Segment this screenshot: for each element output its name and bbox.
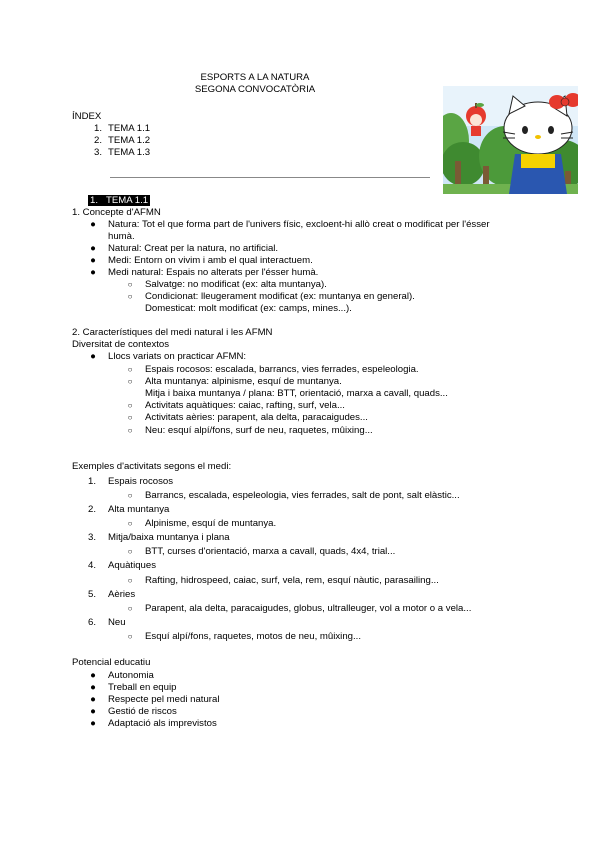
potential-item: Respecte pel medi natural <box>108 694 220 705</box>
hello-kitty-illustration <box>443 86 578 194</box>
example-number: 5. <box>87 589 96 600</box>
example-detail: Rafting, hidrospeed, caiac, surf, vela, rem, esquí nàutic, parasailing... <box>145 575 439 586</box>
bullet: ● <box>90 694 96 705</box>
index-item: TEMA 1.3 <box>108 147 151 158</box>
characteristics-subitem: Alta muntanya: alpinisme, esquí de muntanya. <box>145 376 342 387</box>
potential-item: Treball en equip <box>108 682 177 693</box>
divider <box>110 177 430 178</box>
example-label: Espais rocosos <box>108 476 174 487</box>
index-number: 2. <box>93 135 102 146</box>
example-number: 4. <box>87 560 96 571</box>
sub-bullet: ○ <box>127 547 133 556</box>
concept-subitem-cont: Domesticat: molt modificat (ex: camps, mines...). <box>145 303 352 314</box>
bullet: ● <box>90 351 96 362</box>
example-label: Alta muntanya <box>108 504 170 515</box>
example-label: Aèries <box>108 589 136 600</box>
bullet: ● <box>90 267 96 278</box>
potential-item: Autonomia <box>108 670 154 681</box>
example-detail: Alpinisme, esquí de muntanya. <box>145 518 277 529</box>
concept-subitem: Condicionat: lleugerament modificat (ex: muntanya en general). <box>145 291 415 302</box>
document-title: ESPORTS A LA NATURA <box>200 72 310 83</box>
illustration-svg <box>443 86 578 194</box>
document-subtitle: SEGONA CONVOCATÒRIA <box>194 84 316 95</box>
sub-bullet: ○ <box>127 401 133 410</box>
characteristics-bullet: Llocs variats on practicar AFMN: <box>108 351 247 362</box>
concept-item-cont: humà. <box>108 231 135 242</box>
sub-bullet: ○ <box>127 632 133 641</box>
bullet: ● <box>90 718 96 729</box>
potential-item: Adaptació als imprevistos <box>108 718 217 729</box>
concept-item: Medi natural: Espais no alterats per l'ésser humà. <box>108 267 319 278</box>
concept-item: Medi: Entorn on vivim i amb el qual interactuem. <box>108 255 313 266</box>
example-detail: Parapent, ala delta, paracaigudes, globus, ultralleuger, vol a motor o a vela... <box>145 603 472 614</box>
section-heading-text <box>88 195 150 206</box>
potential-heading: Potencial educatiu <box>72 657 151 668</box>
sub-bullet: ○ <box>127 604 133 613</box>
bullet: ● <box>90 255 96 266</box>
concept-heading: 1. Concepte d'AFMN <box>72 207 161 218</box>
section-number: 1. <box>90 195 99 206</box>
sub-bullet: ○ <box>127 365 133 374</box>
example-number: 1. <box>87 476 96 487</box>
example-detail: Barrancs, escalada, espeleologia, vies ferrades, salt de pont, salt elàstic... <box>145 490 460 501</box>
sub-bullet: ○ <box>127 519 133 528</box>
sub-bullet: ○ <box>127 377 133 386</box>
example-detail: BTT, curses d'orientació, marxa a cavall, quads, 4x4, trial... <box>145 546 396 557</box>
example-number: 3. <box>87 532 96 543</box>
characteristics-subitem-cont: Mitja i baixa muntanya / plana: BTT, orientació, marxa a cavall, quads... <box>145 388 448 399</box>
sub-bullet: ○ <box>127 576 133 585</box>
example-label: Mitja/baixa muntanya i plana <box>108 532 230 543</box>
characteristics-heading: 2. Característiques del medi natural i les AFMN <box>72 327 273 338</box>
index-item: TEMA 1.2 <box>108 135 151 146</box>
sub-bullet: ○ <box>127 413 133 422</box>
bullet: ● <box>90 706 96 717</box>
potential-item: Gestió de riscos <box>108 706 177 717</box>
sub-bullet: ○ <box>127 292 133 301</box>
characteristics-subitem: Neu: esquí alpí/fons, surf de neu, raquetes, mûixing... <box>145 425 373 436</box>
characteristics-subitem: Activitats aquàtiques: caiac, rafting, surf, vela... <box>145 400 345 411</box>
index-number: 1. <box>93 123 102 134</box>
example-label: Neu <box>108 617 126 628</box>
example-label: Aquàtiques <box>108 560 157 571</box>
concept-item: Natural: Creat per la natura, no artificial. <box>108 243 279 254</box>
characteristics-subitem: Activitats aèries: parapent, ala delta, paracaigudes... <box>145 412 368 423</box>
example-number: 6. <box>87 617 96 628</box>
example-detail: Esquí alpí/fons, raquetes, motos de neu, mûixing... <box>145 631 361 642</box>
section-heading <box>88 195 150 207</box>
sub-bullet: ○ <box>127 491 133 500</box>
bullet: ● <box>90 670 96 681</box>
sub-bullet: ○ <box>127 426 133 435</box>
examples-heading: Exemples d'activitats segons el medi: <box>72 461 232 472</box>
concept-item: Natura: Tot el que forma part de l'univers físic, excloent-hi allò creat o modificat per l'ésser <box>108 219 490 230</box>
example-number: 2. <box>87 504 96 515</box>
bullet: ● <box>90 243 96 254</box>
bullet: ● <box>90 682 96 693</box>
index-number: 3. <box>93 147 102 158</box>
concept-subitem: Salvatge: no modificat (ex: alta muntanya). <box>145 279 327 290</box>
section-title: TEMA 1.1 <box>106 195 149 206</box>
index-item: TEMA 1.1 <box>108 123 151 134</box>
index-heading: ÍNDEX <box>72 111 102 122</box>
sub-bullet: ○ <box>127 280 133 289</box>
bullet: ● <box>90 219 96 230</box>
characteristics-subitem: Espais rocosos: escalada, barrancs, vies ferrades, espeleologia. <box>145 364 419 375</box>
characteristics-subheading: Diversitat de contextos <box>72 339 170 350</box>
